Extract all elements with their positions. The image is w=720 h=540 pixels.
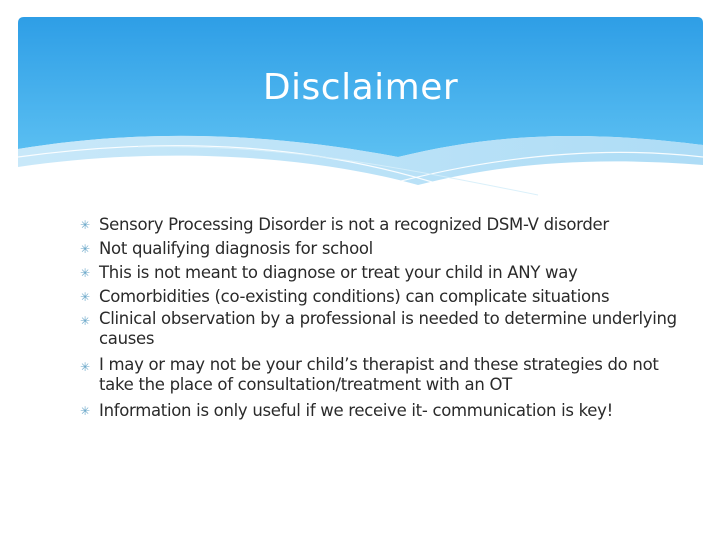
slide-title: Disclaimer (262, 67, 459, 108)
asterisk-icon: ✳ (80, 360, 90, 374)
asterisk-icon: ✳ (80, 218, 90, 232)
list-item-text: Not qualifying diagnosis for school (99, 239, 373, 258)
list-item-text: I may or may not be your child’s therapist and these strategies do not take the place of consultation/treatment with an OT (99, 355, 659, 394)
banner-background (18, 17, 703, 207)
asterisk-icon: ✳ (80, 242, 90, 256)
bullet-list (80, 213, 680, 423)
list-item-text: Information is only useful if we receive it- communication is key! (99, 401, 613, 420)
list-item-text: This is not meant to diagnose or treat your child in ANY way (99, 263, 578, 282)
list-item-text: Clinical observation by a professional is needed to determine underlying causes (99, 309, 677, 348)
list-item (80, 309, 680, 349)
list-item-text: Comorbidities (co-existing conditions) can complicate situations (99, 287, 610, 306)
title-banner (18, 17, 703, 207)
list-item (80, 213, 680, 237)
list-item (80, 399, 680, 423)
asterisk-icon: ✳ (80, 314, 90, 328)
list-item-text: Sensory Processing Disorder is not a recognized DSM-V disorder (99, 215, 609, 234)
list-item (80, 237, 680, 261)
bullet-list-container (80, 213, 680, 423)
asterisk-icon: ✳ (80, 404, 90, 418)
list-item (80, 355, 680, 395)
list-item (80, 261, 680, 285)
asterisk-icon: ✳ (80, 290, 90, 304)
asterisk-icon: ✳ (80, 266, 90, 280)
list-item (80, 285, 680, 309)
